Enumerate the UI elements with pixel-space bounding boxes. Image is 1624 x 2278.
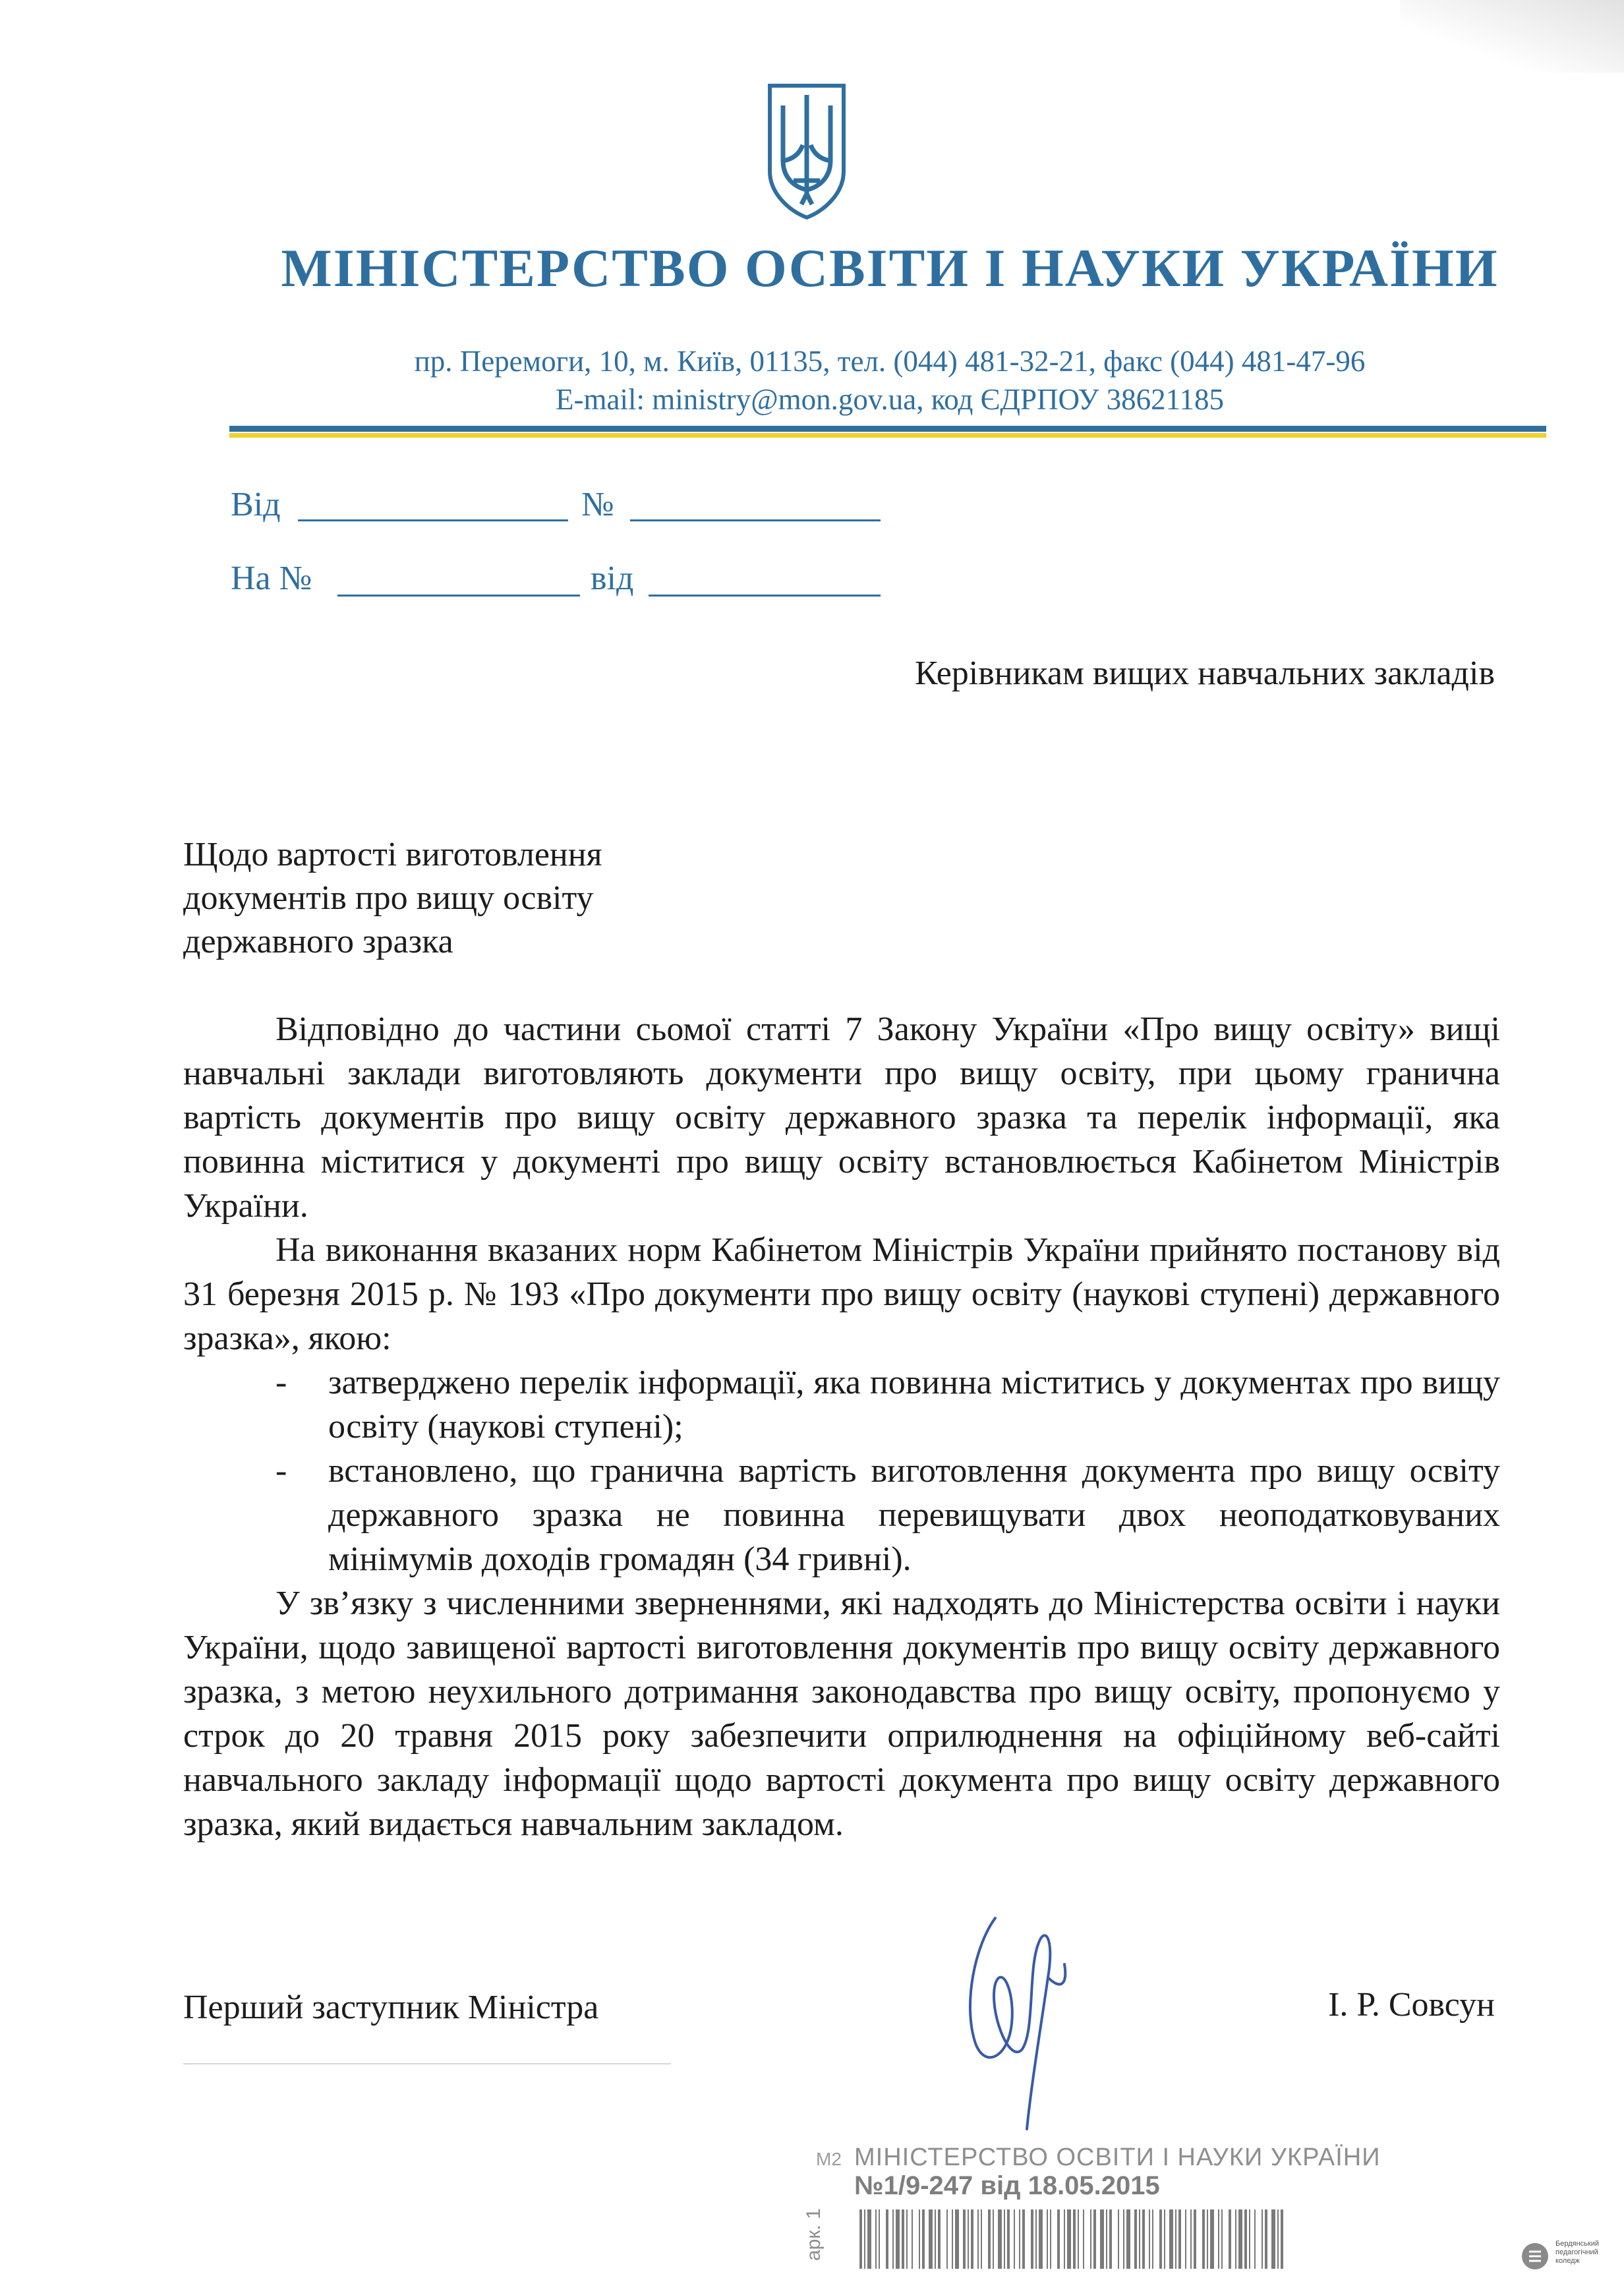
- ministry-address: пр. Перемоги, 10, м. Київ, 01135, тел. (044) 481-32-21, факс (044) 481-47-96: [414, 345, 1366, 378]
- barcode-bar: [963, 2209, 966, 2269]
- barcode-bar: [1057, 2209, 1060, 2269]
- barcode-bar: [1014, 2209, 1015, 2269]
- barcode-bar: [1281, 2209, 1283, 2269]
- barcode-bar: [1271, 2209, 1275, 2269]
- barcode-bar: [1149, 2209, 1150, 2269]
- letter-subject: [183, 833, 602, 964]
- list-item-text: затверджено перелік інформації, яка повинна міститись у документах про вищу освіту (наукові ступені);: [328, 1364, 1500, 1446]
- barcode-bar: [993, 2209, 994, 2269]
- barcode-bar: [1126, 2209, 1130, 2269]
- barcode-bar: [1090, 2209, 1091, 2269]
- list-item: [183, 1360, 1500, 1449]
- from-date-blank: [298, 519, 568, 521]
- barcode-bar: [1078, 2209, 1079, 2269]
- list-bullet: -: [276, 1364, 287, 1401]
- barcode-bar: [902, 2209, 904, 2269]
- barcode-bar: [929, 2209, 933, 2269]
- barcode-bar: [879, 2209, 880, 2269]
- barcode-bar: [1159, 2209, 1162, 2269]
- barcode-bar: [938, 2209, 941, 2269]
- barcode-bar: [1244, 2209, 1247, 2269]
- signer-name: І. Р. Совсун: [1328, 1986, 1495, 2024]
- barcode-bar: [981, 2209, 982, 2269]
- handwritten-signature: [949, 1892, 1081, 2155]
- scan-line: [183, 2063, 671, 2064]
- barcode-bar: [1100, 2209, 1104, 2269]
- barcode-bar: [892, 2209, 894, 2269]
- barcode-bar: [1175, 2209, 1176, 2269]
- trident-emblem-icon: [765, 82, 849, 220]
- outgoing-number-blank: [630, 519, 881, 521]
- barcode-bar: [1031, 2209, 1033, 2269]
- barcode-bar: [1221, 2209, 1223, 2269]
- subject-line: документів про вищу освіту: [183, 879, 594, 917]
- barcode-bar: [1118, 2209, 1119, 2269]
- reply-to-label: На №: [231, 560, 312, 597]
- body-paragraph: На виконання вказаних норм Кабінетом Міністрів України прийнято постанову від 31 березня 2015 р. № 193 «Про документи про вищу освіту (наукові ступені) державного зразка», якою:: [183, 1231, 1500, 1357]
- barcode-bar: [1238, 2209, 1242, 2269]
- body-paragraph: У зв’язку з численними зверненнями, які надходять до Міністерства освіти і науки України, щодо завищеної вартості виготовлення документів про вищу освіту державного зразка, з метою неухильного дотримання законодавства про вищу освіту, пропонуємо у строк до 20 травня 2015 року забезпечити оприлюднення на офіційному веб-сайті навчального закладу інформації щодо вартості документа про вищу освіту державного зразка, який видається навчальним закладом.: [183, 1585, 1500, 1843]
- barcode-bar: [1067, 2209, 1071, 2269]
- barcode-bar: [1190, 2209, 1192, 2269]
- barcode-bar: [955, 2209, 959, 2269]
- barcode-bar: [1134, 2209, 1137, 2269]
- barcode-bar: [1249, 2209, 1250, 2269]
- barcode-bar: [977, 2209, 979, 2269]
- barcode-bar: [1207, 2209, 1208, 2269]
- body-paragraph: Відповідно до частини сьомої статті 7 Закону України «Про вищу освіту» вищі навчальні заклади виготовляють документи про вищу освіту, при цьому гранична вартість документів про вищу освіту державного зразка та перелік інформації, яка повинна міститися у документі про вищу освіту встановлюється Кабінетом Міністрів України.: [183, 1010, 1500, 1225]
- header-rule-yellow: [229, 433, 1546, 438]
- barcode-bar: [1178, 2209, 1181, 2269]
- reply-from-label: від: [591, 560, 634, 597]
- barcode-bar: [896, 2209, 900, 2269]
- barcode-bar: [922, 2209, 925, 2269]
- barcode-bar: [1083, 2209, 1084, 2269]
- barcode-bar: [875, 2209, 877, 2269]
- subject-line: державного зразка: [183, 923, 453, 960]
- barcode-bar: [1139, 2209, 1140, 2269]
- stamp-code: М2: [816, 2149, 842, 2169]
- barcode-bar: [1109, 2209, 1112, 2269]
- barcode-bar: [935, 2209, 936, 2269]
- barcode-bar: [1218, 2209, 1219, 2269]
- letter-body: [183, 1007, 1500, 1846]
- barcode-bar: [1093, 2209, 1096, 2269]
- barcode-bar: [998, 2209, 1002, 2269]
- barcode-bar: [1235, 2209, 1236, 2269]
- barcode-bar: [1064, 2209, 1065, 2269]
- barcode-bar: [1277, 2209, 1279, 2269]
- barcode-bar: [1047, 2209, 1048, 2269]
- barcode-bar: [988, 2209, 991, 2269]
- subject-line: Щодо вартості виготовлення: [183, 836, 602, 873]
- barcode-bar: [1022, 2209, 1025, 2269]
- from-label: Від: [231, 486, 281, 523]
- barcode-bar: [1106, 2209, 1107, 2269]
- stamp-sheet-count: арк. 1: [803, 2208, 825, 2261]
- barcode-bar: [1073, 2209, 1076, 2269]
- barcode-bar: [1210, 2209, 1214, 2269]
- barcode-bar: [912, 2209, 913, 2269]
- barcode-bar: [906, 2209, 908, 2269]
- reply-date-blank: [649, 595, 881, 597]
- list-bullet: -: [276, 1452, 287, 1490]
- barcode-bar: [1254, 2209, 1256, 2269]
- barcode-bar: [946, 2209, 948, 2269]
- header-rule-blue: [229, 426, 1546, 432]
- barcode-bar: [1229, 2209, 1231, 2269]
- library-label: Бердянський педагогічний коледж: [1555, 2240, 1599, 2265]
- stamp-registration-number: №1/9-247 від 18.05.2015: [854, 2171, 1160, 2200]
- signer-position: Перший заступник Міністра: [183, 1989, 599, 2026]
- barcode-bar: [1123, 2209, 1124, 2269]
- barcode-bar: [952, 2209, 953, 2269]
- addressee: Керівникам вищих навчальних закладів: [914, 655, 1495, 692]
- barcode-bar: [1039, 2209, 1043, 2269]
- ministry-title: МІНІСТЕРСТВО ОСВІТИ І НАУКИ УКРАЇНИ: [281, 238, 1499, 298]
- barcode-bar: [1194, 2209, 1196, 2269]
- stamp-ministry: МІНІСТЕРСТВО ОСВІТИ І НАУКИ УКРАЇНИ: [854, 2144, 1381, 2171]
- barcode-bar: [1202, 2209, 1205, 2269]
- barcode-bar: [1035, 2209, 1037, 2269]
- barcode-bar: [1004, 2209, 1005, 2269]
- barcode-bar: [1169, 2209, 1173, 2269]
- barcode-bar: [968, 2209, 969, 2269]
- ministry-contacts: E-mail: ministry@mon.gov.ua, код ЄДРПОУ 38621185: [556, 383, 1224, 416]
- list-item-text: встановлено, що гранична вартість виготовлення документа про вищу освіту державного зразка не повинна перевищувати двох неоподатковуваних мінімумів доходів громадян (34 гривні).: [328, 1452, 1500, 1578]
- reply-number-blank: [337, 595, 580, 597]
- barcode-bar: [1019, 2209, 1020, 2269]
- barcode-bar: [1142, 2209, 1145, 2269]
- barcode-bar: [886, 2209, 888, 2269]
- barcode-bar: [1152, 2209, 1153, 2269]
- list-item: [183, 1449, 1500, 1581]
- barcode-bar: [971, 2209, 973, 2269]
- barcode-bar: [1262, 2209, 1263, 2269]
- resolution-list: [183, 1360, 1500, 1581]
- barcode-bar: [859, 2209, 862, 2269]
- barcode-bar: [919, 2209, 920, 2269]
- barcode-bar: [1050, 2209, 1051, 2269]
- barcode-bar: [1007, 2209, 1010, 2269]
- barcode-bar: [1185, 2209, 1186, 2269]
- scan-edge-shadow: [1400, 0, 1624, 73]
- barcode-bar: [867, 2209, 871, 2269]
- library-seal-icon: [1520, 2241, 1550, 2271]
- barcode-bar: [1265, 2209, 1267, 2269]
- barcode-bar: [1164, 2209, 1165, 2269]
- barcode-image: [857, 2209, 1292, 2269]
- barcode-bar: [864, 2209, 865, 2269]
- number-label: №: [581, 486, 614, 523]
